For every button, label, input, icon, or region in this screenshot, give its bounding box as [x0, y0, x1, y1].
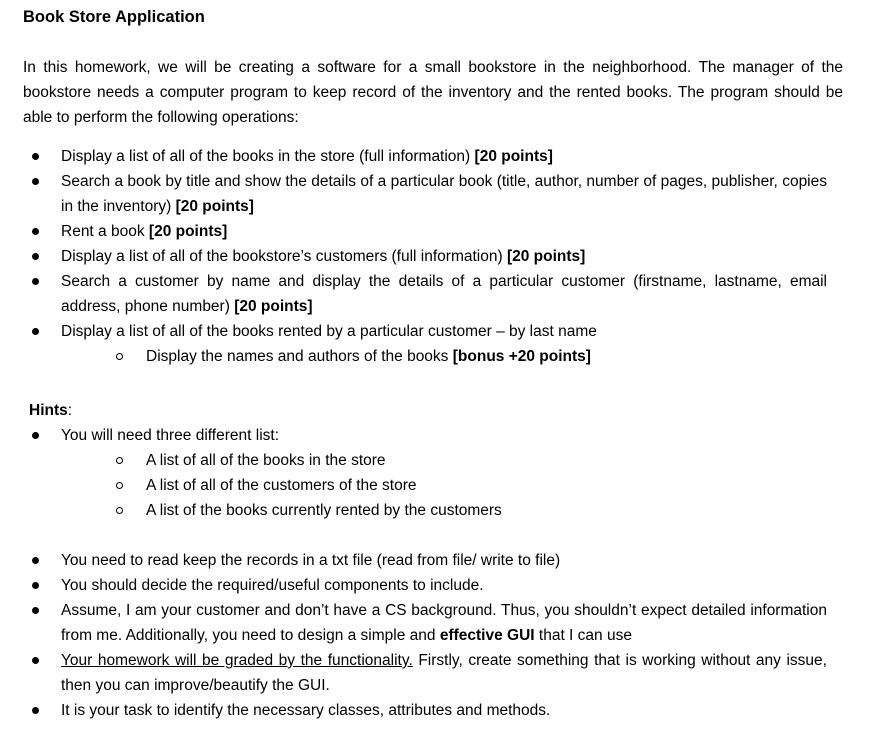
bullet-icon: [32, 657, 39, 664]
operation-text: Search a book by title and show the details of a particular book (title, author, number of pages, publisher, copies in the inventory): [61, 173, 827, 215]
bullet-icon: [32, 253, 39, 260]
operation-item: [0, 169, 827, 219]
hints-colon: :: [67, 402, 73, 419]
bullet-icon: [32, 278, 39, 285]
note-text: You need to read keep the records in a txt file (read from file/ write to file): [61, 552, 561, 569]
operation-points: [20 points]: [234, 298, 313, 315]
operation-points: [20 points]: [474, 148, 553, 165]
subitem-text: Display the names and authors of the books: [146, 348, 453, 365]
note-underlined: Your homework will be graded by the functionality.: [61, 652, 413, 669]
bullet-icon: [32, 707, 39, 714]
bullet-icon: [32, 153, 39, 160]
operation-item: [0, 269, 827, 319]
note-text: You should decide the required/useful components to include.: [61, 577, 484, 594]
hint-subitem-text: A list of all of the customers of the store: [146, 477, 417, 494]
hint-subitem: [0, 498, 887, 523]
operation-text: Display a list of all of the books in the store (full information): [61, 148, 475, 165]
note-text: that I can use: [534, 627, 632, 644]
note-item: [0, 573, 827, 598]
operation-text: Display a list of all of the bookstore’s customers (full information): [61, 248, 507, 265]
notes-list: [0, 548, 887, 723]
bullet-icon: [32, 557, 39, 564]
operation-subitem: [0, 344, 887, 369]
note-text: It is your task to identify the necessary classes, attributes and methods.: [61, 702, 551, 719]
bullet-icon: [32, 432, 39, 439]
note-item: [0, 698, 827, 723]
circle-bullet-icon: [116, 482, 123, 489]
operation-item: [0, 219, 827, 244]
bullet-icon: [32, 178, 39, 185]
note-text: Assume, I am your customer and don’t have a CS background. Thus, you shouldn’t expect detailed information from me. Additionally, you need to design a simple and: [61, 602, 827, 644]
subitem-points: [bonus +20 points]: [452, 348, 591, 365]
hint-item: [0, 423, 827, 448]
operations-list: [0, 144, 887, 369]
hints-list: [0, 423, 887, 523]
operation-text: Search a customer by name and display the details of a particular customer (firstname, lastname, email address, phone number): [61, 273, 827, 315]
circle-bullet-icon: [116, 353, 123, 360]
operation-points: [20 points]: [506, 248, 586, 265]
circle-bullet-icon: [116, 507, 123, 514]
hint-subitem-text: A list of all of the books in the store: [146, 452, 386, 469]
document-title: Book Store Application: [23, 8, 205, 26]
hint-subitem-text: A list of the books currently rented by the customers: [146, 502, 502, 519]
note-bold: effective GUI: [439, 627, 535, 644]
operation-text: Display a list of all of the books rented by a particular customer – by last name: [61, 323, 597, 340]
note-item: [0, 548, 827, 573]
hint-subitem: [0, 473, 887, 498]
intro-paragraph: In this homework, we will be creating a software for a small bookstore in the neighborhood. The manager of the bookstore needs a computer program to keep record of the inventory and the rented books. The program should be able to perform the following operations:: [23, 59, 843, 126]
hint-text: You will need three different list:: [61, 427, 279, 444]
operation-item: [0, 144, 827, 169]
hints-label: Hints: [29, 402, 68, 419]
circle-bullet-icon: [116, 457, 123, 464]
note-item: [0, 598, 827, 648]
operation-points: [20 points]: [148, 223, 228, 240]
hints-heading: [29, 398, 72, 423]
bullet-icon: [32, 228, 39, 235]
operation-item: [0, 319, 827, 344]
bullet-icon: [32, 582, 39, 589]
note-text: Firstly, create something that is working without any issue, then you can improve/beautify the GUI.: [61, 652, 827, 694]
bullet-icon: [32, 328, 39, 335]
operation-points: [20 points]: [175, 198, 254, 215]
note-item: [0, 648, 827, 698]
hint-subitem: [0, 448, 887, 473]
operation-item: [0, 244, 827, 269]
operation-text: Rent a book: [61, 223, 149, 240]
bullet-icon: [32, 607, 39, 614]
